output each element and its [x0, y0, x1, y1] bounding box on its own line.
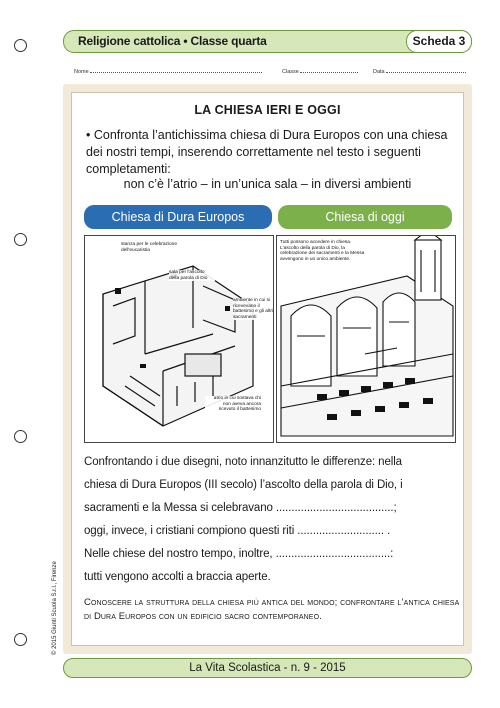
fill-in-text[interactable] — [84, 451, 464, 589]
caption-atrio: atrio in cui sostava chi non aveva ancora ricevuto il battesimo — [205, 396, 261, 413]
label-chiesa-oggi: Chiesa di oggi — [278, 205, 452, 229]
caption-eucaristia: stanza per le celebrazione dell'eucaristia — [121, 242, 177, 253]
label-dura-europos: Chiesa di Dura Europos — [84, 205, 272, 229]
date-field[interactable]: Data — [373, 68, 466, 75]
dura-europos-drawing — [84, 235, 274, 443]
binder-hole-icon — [14, 39, 27, 52]
worksheet-title: LA CHIESA IERI E OGGI — [194, 103, 341, 117]
name-field[interactable]: Nome — [74, 68, 262, 75]
text-line-blank[interactable]: Nelle chiese del nostro tempo, inoltre, .....................................: — [84, 548, 394, 560]
worksheet-card — [71, 92, 464, 646]
binder-hole-icon — [14, 430, 27, 443]
copyright: © 2015 Giunti Scuola S.r.l., Firenze — [52, 561, 58, 655]
header-bar — [63, 30, 472, 53]
text-line-blank[interactable]: sacramenti e la Messa si celebravano ......................................; — [84, 502, 397, 514]
scheda-badge: Scheda 3 — [406, 30, 472, 53]
binder-hole-icon — [14, 633, 27, 646]
footer-bar: La Vita Scolastica - n. 9 - 2015 — [63, 658, 472, 678]
text-line: tutti vengono accolti a braccia aperte. — [84, 571, 271, 583]
text-line-blank[interactable]: oggi, invece, i cristiani compiono questi riti ............................ . — [84, 525, 391, 537]
header-title: Religione cattolica • Classe quarta — [78, 34, 267, 48]
modern-church-icon — [277, 236, 456, 443]
instruction-text: • Confronta l’antichissima chiesa di Dura Europos con una chiesa dei nostri tempi, inserendo correttamente nel testo i seguenti completamenti: — [86, 128, 448, 176]
worksheet-frame — [63, 84, 472, 654]
class-field[interactable]: Classe — [282, 68, 358, 75]
learning-goal: Conoscere la struttura della chiesa più antica del mondo; confrontare l’antica chiesa di Dura Europos con un edificio sacro contemporaneo. — [84, 597, 460, 622]
completion-choices: non c’è l’atrio – in un’unica sala – in diversi ambienti — [123, 177, 412, 191]
text-line: chiesa di Dura Europos (III secolo) l’ascolto della parola di Dio, i — [84, 479, 403, 491]
text-line: Confrontando i due disegni, noto innanzitutto le differenze: nella — [84, 456, 402, 468]
chiesa-oggi-drawing — [276, 235, 456, 443]
caption-chiesa-oggi: Tutti possono accedere in chiesa. L'ascolto della parola di Dio, la celebrazione dei sacramenti e la Messa avvengono in un unico ambiente. — [280, 240, 365, 262]
binder-hole-icon — [14, 233, 27, 246]
caption-battesimo: ambiente in cui si ricevevano il battesimo e gli altri sacramenti — [233, 298, 273, 320]
caption-ascolto: sala per l'ascolto della parola di Dio — [169, 270, 215, 281]
